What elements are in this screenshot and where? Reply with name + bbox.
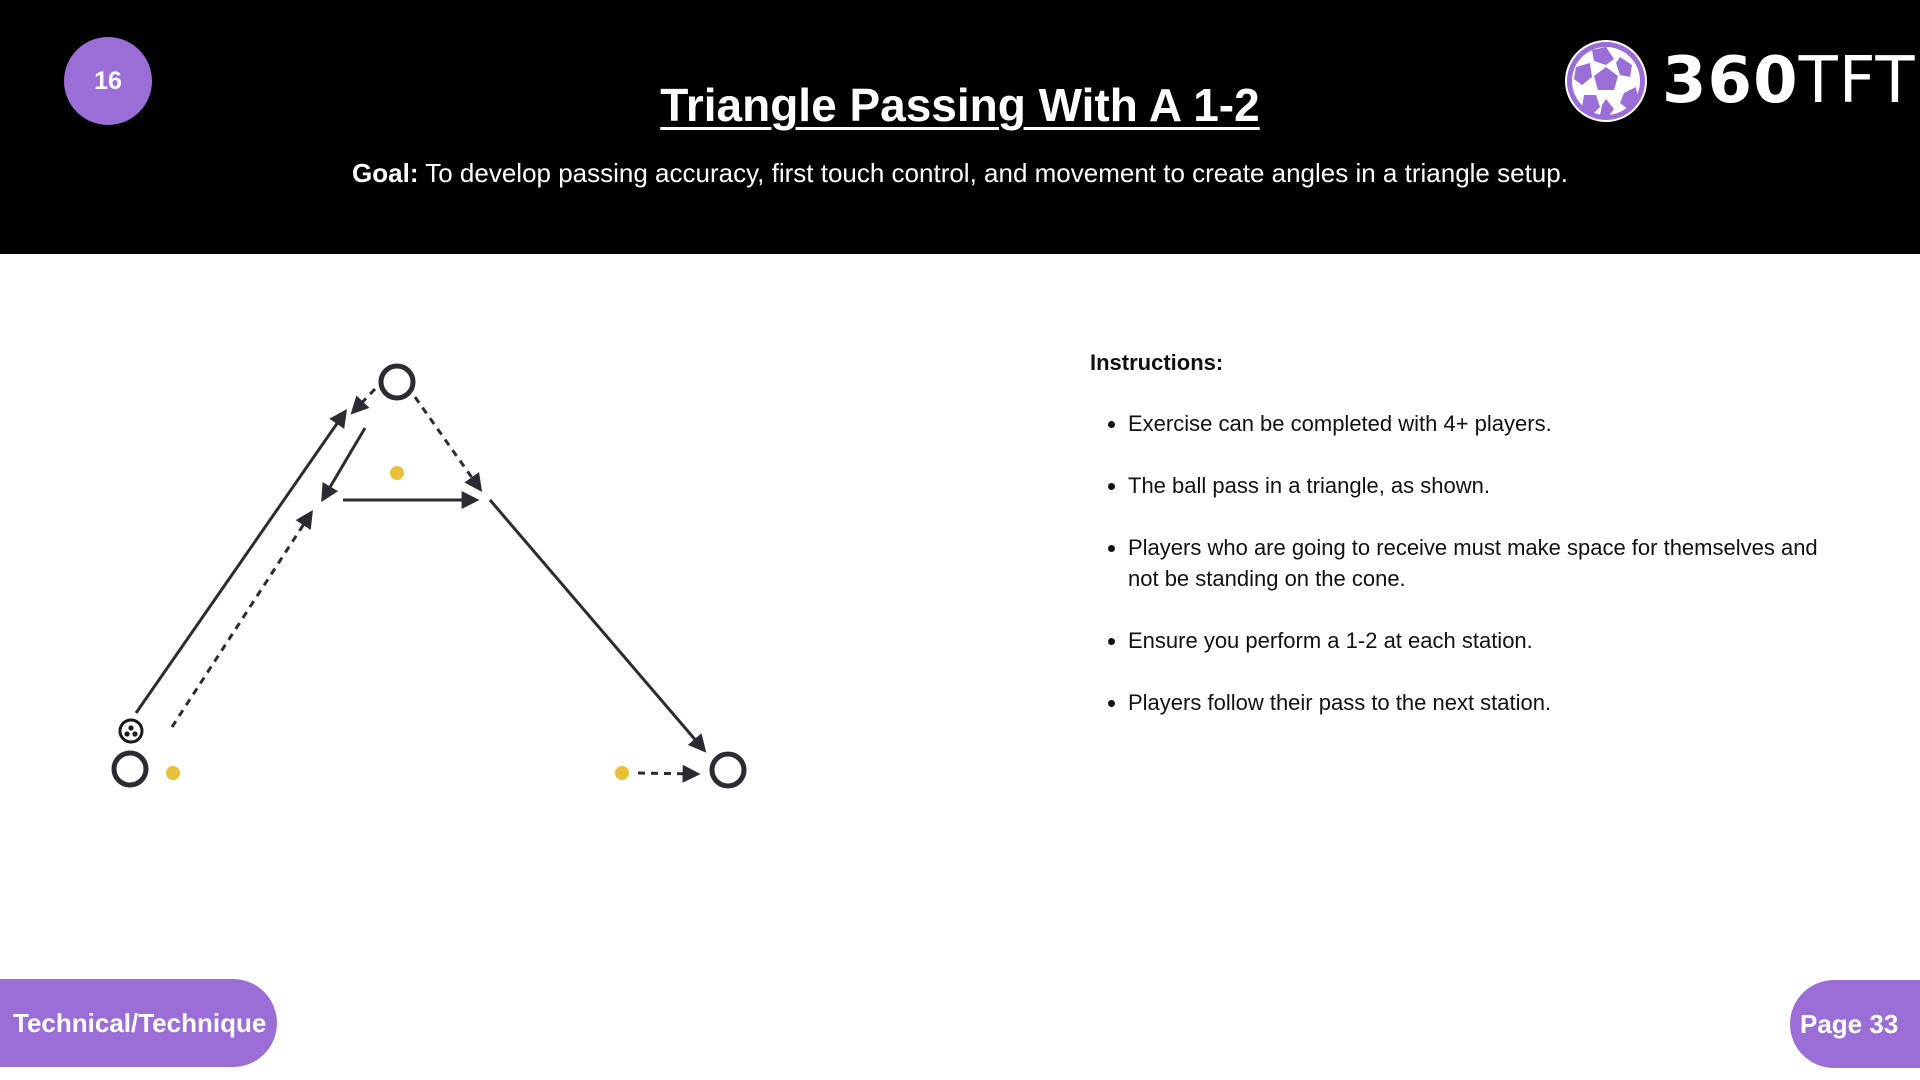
category-tag: Technical/Technique	[0, 979, 277, 1067]
cone-bottom-left	[114, 753, 146, 785]
page-title: Triangle Passing With A 1-2	[660, 79, 1260, 131]
goal-label: Goal:	[352, 158, 419, 188]
header-band	[0, 0, 1920, 254]
soccer-ball-icon	[1562, 37, 1650, 125]
pass-arrow-middle-to-right-cone	[490, 500, 704, 750]
instructions-panel	[1090, 347, 1850, 749]
cone-top	[381, 366, 413, 398]
goal-statement	[0, 158, 1920, 189]
ball-icon	[120, 720, 142, 742]
drill-diagram	[90, 350, 770, 800]
run-arrow-to-right-cone	[638, 773, 697, 774]
player-marker-bottom-right	[615, 766, 629, 780]
instructions-heading: Instructions:	[1090, 350, 1224, 375]
run-arrow-to-top-cone	[353, 389, 375, 412]
instruction-item: • Players who are going to receive must make space for themselves and not be standing on the cone.	[1128, 532, 1850, 594]
instruction-item: • The ball pass in a triangle, as shown.	[1128, 470, 1850, 501]
instructions-list	[1090, 408, 1850, 718]
instruction-item: • Players follow their pass to the next station.	[1128, 687, 1850, 718]
pass-arrow-bottom-left-to-top	[136, 412, 345, 713]
brand-name: 360TFT	[1662, 44, 1916, 118]
instruction-item: • Exercise can be completed with 4+ players.	[1128, 408, 1850, 439]
return-pass-arrow	[323, 428, 365, 499]
player-marker-bottom-left	[166, 766, 180, 780]
page-number: Page 33	[1790, 980, 1920, 1068]
goal-text: To develop passing accuracy, first touch control, and movement to create angles in a triangle setup.	[418, 158, 1568, 188]
run-arrow-top-to-right	[415, 397, 480, 489]
run-arrow-bottom-left-to-middle	[172, 513, 311, 727]
instruction-item: • Ensure you perform a 1-2 at each station.	[1128, 625, 1850, 656]
brand-logo	[1562, 36, 1916, 126]
cone-bottom-right	[712, 754, 744, 786]
drill-number-badge: 16	[64, 37, 152, 125]
player-marker-top	[390, 466, 404, 480]
